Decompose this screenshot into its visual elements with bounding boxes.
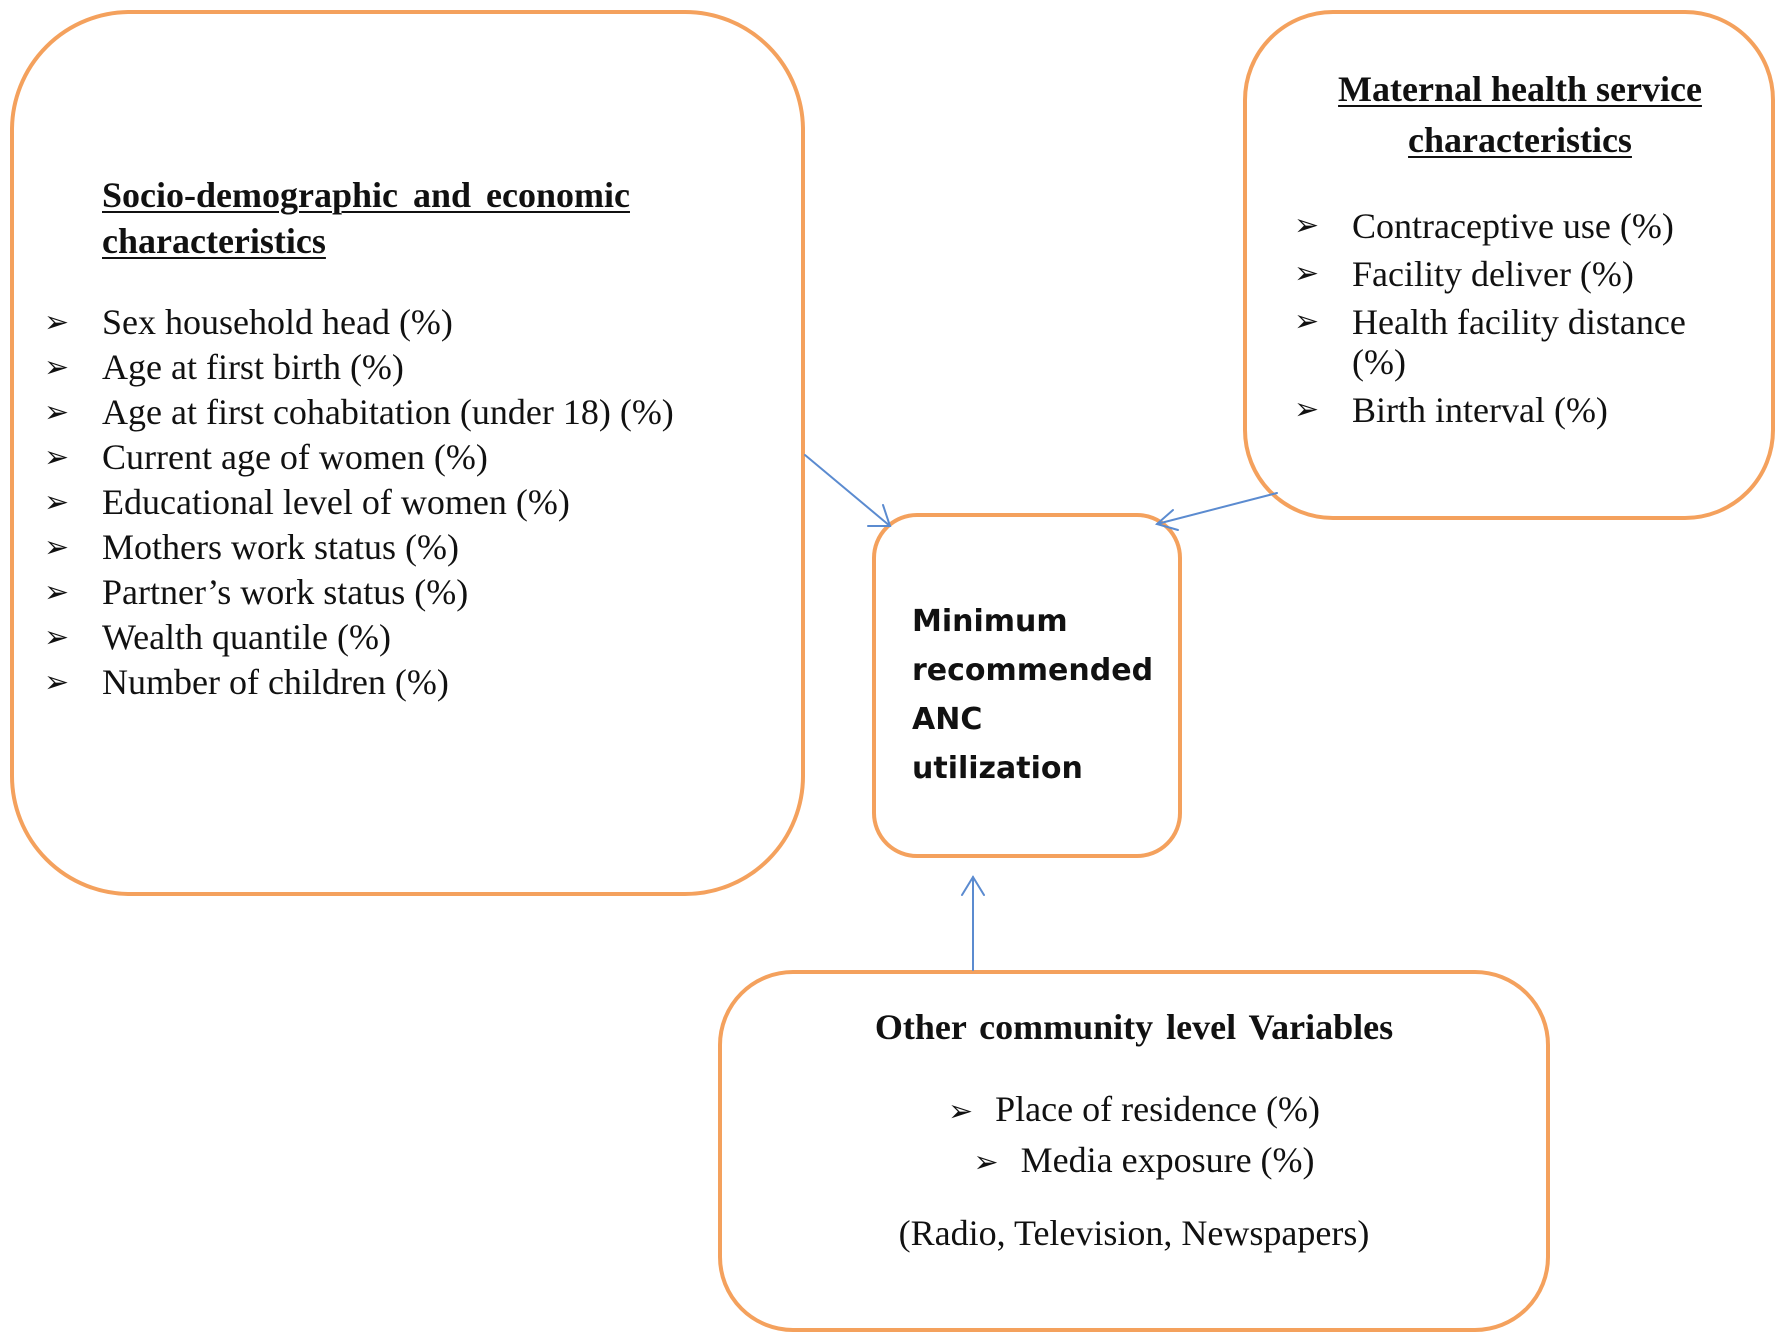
outcome-label: Minimum recommended ANC utilization [912, 604, 1154, 786]
list-item: ➢ Sex household head (%) [102, 300, 674, 345]
arrow-maternal-to-outcome [1157, 493, 1277, 530]
arrow-bullet-icon: ➢ [44, 441, 70, 474]
arrow-bullet-icon: ➢ [948, 1095, 974, 1128]
arrow-bullet-icon: ➢ [44, 576, 70, 609]
socio-demographic-heading: Socio-demographic and economic characteristics [102, 175, 630, 261]
arrow-bullet-icon: ➢ [44, 351, 70, 384]
maternal-health-heading: Maternal health service characteristics [1338, 69, 1702, 160]
arrow-bullet-icon: ➢ [44, 306, 70, 339]
list-item: ➢ Birth interval (%) [1352, 386, 1702, 434]
list-item: ➢ Health facility distance (%) [1294, 302, 1686, 382]
arrow-bullet-icon: ➢ [973, 1146, 999, 1179]
list-item: ➢ Partner’s work status (%) [102, 570, 674, 615]
arrow-bullet-icon: ➢ [1294, 305, 1320, 338]
list-item: ➢ Wealth quantile (%) [102, 615, 674, 660]
list-item: ➢ Current age of women (%) [102, 435, 674, 480]
community-note: (Radio, Television, Newspapers) [898, 1213, 1370, 1253]
arrow-bullet-icon: ➢ [1294, 257, 1320, 290]
arrow-bullet-icon: ➢ [44, 531, 70, 564]
arrow-bullet-icon: ➢ [44, 396, 70, 429]
list-item: ➢ Number of children (%) [102, 660, 674, 705]
arrow-bullet-icon: ➢ [44, 666, 70, 699]
arrow-bullet-icon: ➢ [1294, 393, 1320, 426]
community-heading: Other community level Variables [874, 1007, 1394, 1047]
arrow-bullet-icon: ➢ [44, 621, 70, 654]
list-item: ➢ Mothers work status (%) [102, 525, 674, 570]
list-item: ➢ Contraceptive use (%) [1352, 202, 1702, 250]
list-item: ➢ Educational level of women (%) [102, 480, 674, 525]
list-item: ➢ Place of residence (%) [948, 1089, 1320, 1129]
arrow-bullet-icon: ➢ [44, 486, 70, 519]
arrow-community-to-outcome [962, 877, 984, 970]
arrow-socio-to-outcome [805, 455, 890, 526]
list-item: ➢ Age at first birth (%) [102, 345, 674, 390]
list-item: ➢ Age at first cohabitation (under 18) (%) [102, 390, 674, 435]
list-item: ➢ Facility deliver (%) [1352, 250, 1702, 298]
list-item: ➢ Media exposure (%) [973, 1140, 1315, 1180]
arrow-bullet-icon: ➢ [1294, 209, 1320, 242]
